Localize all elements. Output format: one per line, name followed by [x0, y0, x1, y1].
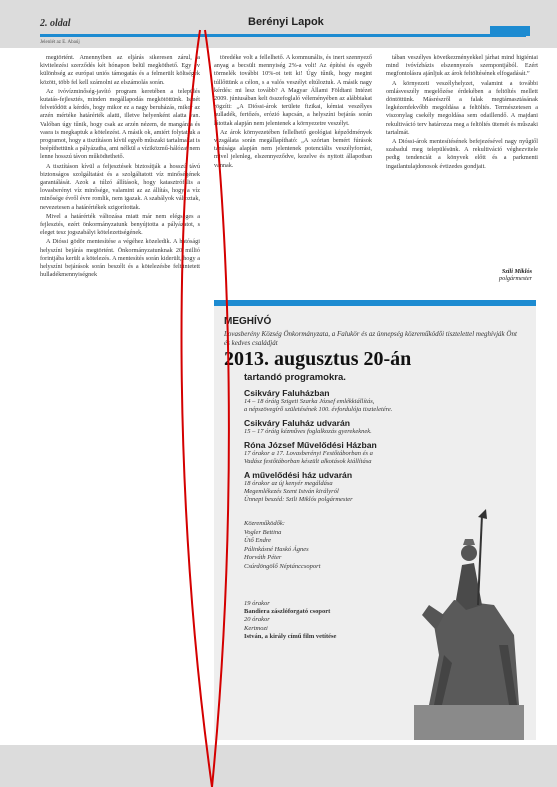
event-time: 20 órakor [244, 616, 270, 624]
header-small-line: Jelenlét az E. Abaúj [40, 40, 80, 45]
paragraph: Az ivóvízminőség-javító program keretében a település kutatás-fejlesztés, minden megállapodás megkötöttünk. Ismét felvetődött a kérdés, hogy mikor ez a nagy beruházás, mikor az arzén mértéke határérték alatti, illetve helyenként alatta van. Valóban úgy tűnik, hogy csak az arzén nézem, de mangánra és vasra is megkaptuk a kötelezést. A másik ok, amiért folytatjuk a programot, hogy a tisztításon kívül egyéb műszaki tartalmakat is beépíthettünk a pályázatba, ami nélkül a víziközmű-hálózat nem lenne hosszú távon működtethető. [40, 87, 200, 161]
footer-band [0, 745, 557, 787]
article-column-1 [40, 54, 200, 744]
program-section [244, 470, 529, 504]
performer: Ütő Endre [244, 537, 272, 545]
signature-role: polgármester [499, 275, 532, 282]
paragraph: Mivel a határérték változása miatt már nem elégséges a fejlesztés, ezért önkormányzatunk benyújtotta a pályázatot, s eleget tesz jogszabályi kötelezettségének. [40, 212, 200, 237]
page-number: 2. oldal [40, 18, 71, 29]
invitation-intro: Lovasberény Község Önkormányzata, a Falukör és az ünnepség közreműködői tisztelettel meghívják Önt és kedves családját [224, 330, 517, 347]
program-section [244, 440, 529, 466]
paragraph: Az árok környezetében fellelhető geológiai képződmények vizsgálata során megállapítható: „A szórtan bemért fúrások tanúsága alapján nem jelentenek potenciális veszélyforrást, mivel jelenleg, elszennyeződve, kezelve és nyitott állapotban vannak. [214, 128, 372, 169]
section-detail: Vadász festőtáborban készült alkotások kiállítása [244, 458, 372, 465]
section-detail: a népszövegírő születésének 100. évfordulója tiszteletére. [244, 406, 393, 413]
signature [386, 268, 532, 282]
program-section [244, 388, 529, 414]
invitation-title: MEGHÍVÓ [224, 316, 272, 327]
program-section [244, 418, 529, 436]
performer: Csúrdöngölő Néptánccsoport [244, 562, 321, 570]
invitation-top-bar [214, 300, 536, 306]
paragraph: tában veszélyes következményekkel járhat mind higiéniai mind ivóvízbázis elszennyezés szempontjából. Ezért megfontolásra ajánljuk az árok feltöltésének elfogadását.” [386, 54, 538, 78]
performer: Horváth Péter [244, 554, 282, 562]
evening-program [244, 600, 444, 641]
section-heading: Róna József Művelődési Házban [244, 440, 377, 450]
event-time: 19 órakor [244, 600, 270, 607]
event-date: 2013. augusztus 20-án [224, 348, 412, 370]
event-name: István, a király című film vetítése [244, 632, 337, 640]
performer: Vogler Bettina [244, 528, 282, 536]
section-heading: Csikváry Faluházban [244, 388, 330, 398]
section-detail: Ünnepi beszéd: Szili Miklós polgármester [244, 496, 353, 503]
section-detail: 15 – 17 óráig kézműves foglalkozás gyerekeknek. [244, 428, 372, 435]
section-heading: A művelődési ház udvarán [244, 470, 353, 480]
paragraph: A tisztításon kívül a feljesztések biztosítják a hosszú távú biztonságos szolgáltatást és a szolgáltatott víz minőségének garantálását. Azok a túlzó állítások, hogy katasztrófális a lovasberényi víz minősége, valamint az az állítás, hogy a víz minősége évről évre romlik, nem igazak. A szabályok változtak, nevezetesen a határértékek szigorítottak. [40, 162, 200, 211]
performer: Pálinkásné Haskó Ágnes [244, 545, 309, 553]
section-detail: 14 – 18 óráig Szigeti Szarka József emlékkiállítás, [244, 398, 375, 405]
paragraph: A Dióssi gödör mentesítése a végéhez közeledik. A hatósági helyszíni bejárás megtörtént. Önkormányzatunknak 20 millió forintjába került a kötelezés. A mentesítés során kiderült, hogy a helyszíni bejárások során beszélt és a kötelezésbe feltüntetett hulladékmennyiségnek [40, 238, 200, 279]
event-place: Kertmozi [244, 624, 268, 632]
paragraph: megtörtént. Amennyiben az eljárás sikeresen zárul, a kivitelezési szerződés két hónapon belül megköthető. Egy év különbség az európai uniós támogatás és a felmerült költségek között, több fel kell számolni az elszámolás során. [40, 54, 200, 86]
paragraph: töredéke volt a fellelhető. A kommunális, és inert szennyező anyag a becsült mennyiség 2%-a volt! Az építési és egyéb törmelék további 10%-ot tett ki! Úgy tűnik, hogy megint túllőttünk a célon, s a valós veszélyt eltúloztuk. A másik nagy kérdés: mi lesz tovább? A Magyar Állami Földtani Intézet 2009. júniusában kelt összefoglaló véleményében az alábbiakat rögzíti: „A Dióssi-árok területe fizikai, kémiai veszélyes hulladék, fertőzés, erózió kapcsán, a helyszíni bejárás során látottak alapján nem jelentenek a környezetre veszélyt. [214, 54, 372, 127]
invitation-box [214, 300, 536, 740]
header-accent [490, 26, 530, 36]
event-name: Bandiera zászlóforgató csoport [244, 608, 331, 616]
section-detail: Megemlékezés Szent István királyról [244, 488, 339, 495]
signature-name: Szili Miklós [501, 268, 532, 275]
article-column-3 [386, 54, 538, 294]
performers-list [244, 520, 374, 572]
performers-heading: Közreműködők: [244, 520, 285, 527]
header-rule [40, 34, 526, 37]
section-heading: Csikváry Faluház udvarán [244, 418, 351, 428]
section-detail: 18 órakor az új kenyér megáldása [244, 480, 333, 487]
paragraph: A környezeti veszélyhelyzet, valamint a további omlásveszély megelőzése érdekében a feltöltés mellett döntöttünk. Másrészről a falak megtámasztásának legkézenfekvőbb megoldása a feltöltés. Természetesen a viszonylag csekély megoldása sem odaillendő. A majdani rekultiváció terv határozza meg a feltöltés ütemét és műszaki tartalmát. [386, 79, 538, 136]
invitation-subtitle: tartandó programokra. [244, 372, 346, 383]
section-detail: 17 órakor a 17. Lovasberényi Festőtáborban és a [244, 450, 373, 457]
newspaper-title: Berényi Lapok [248, 16, 324, 28]
paragraph: A Dióssi-árok mentesítésének befejezésével nagy nyűgtől szabadul meg településünk. A rekultiváció véghezvitele pedig tendenciát a könyvek előtt és a parkmenti ingatlantulajdonosok évtizedes gondjait. [386, 138, 538, 170]
